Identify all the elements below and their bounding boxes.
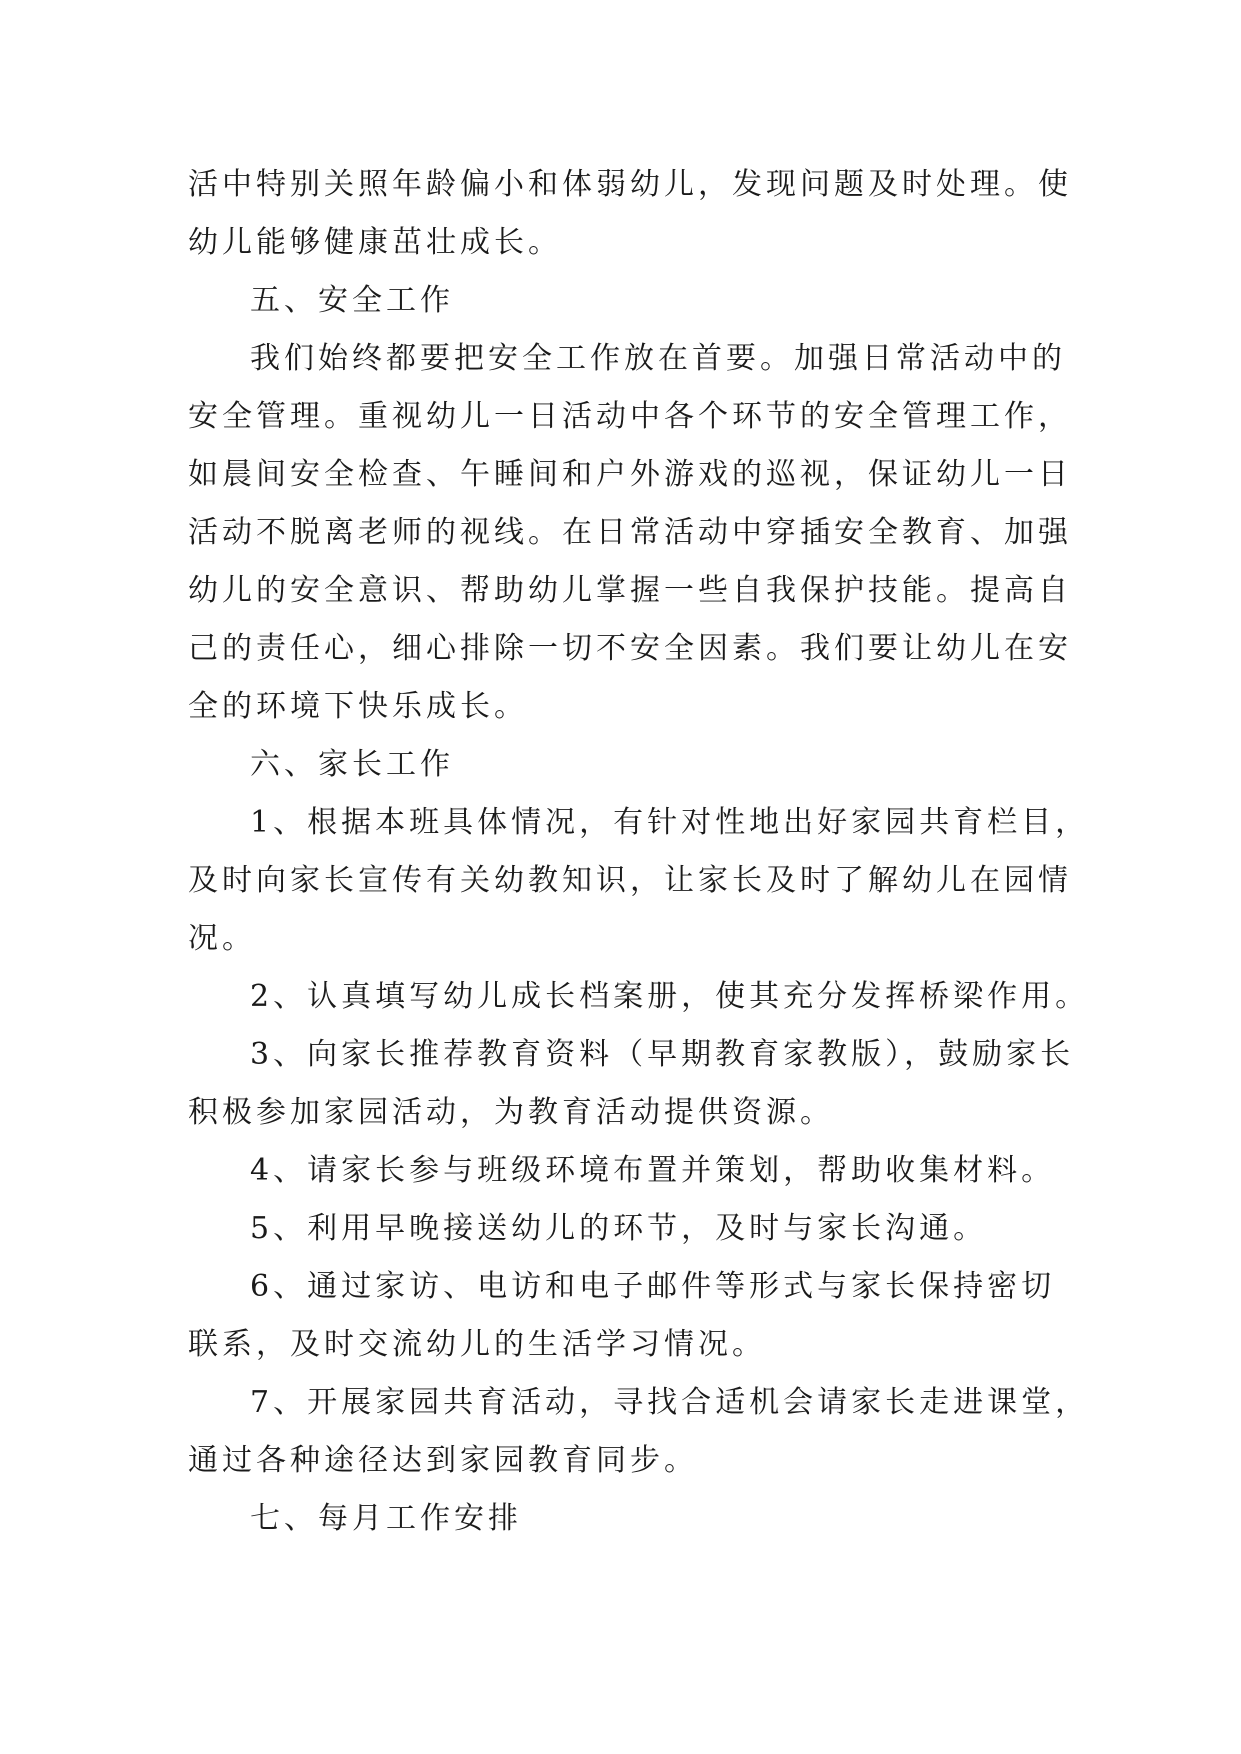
- text-line: 况。: [188, 921, 256, 956]
- list-item: 4、请家长参与班级环境布置并策划，帮助收集材料。: [250, 1153, 1056, 1188]
- text-line: 幼儿能够健康茁壮成长。: [188, 225, 562, 260]
- section-heading-monthly-plan: 七、每月工作安排: [250, 1501, 522, 1536]
- text-line: 全的环境下快乐成长。: [188, 689, 528, 724]
- list-item: 6、通过家访、电访和电子邮件等形式与家长保持密切: [250, 1269, 1056, 1304]
- list-item: 1、根据本班具体情况，有针对性地出好家园共育栏目，: [250, 805, 1090, 840]
- list-item: 7、开展家园共育活动，寻找合适机会请家长走进课堂，: [250, 1385, 1090, 1420]
- section-heading-parents: 六、家长工作: [250, 747, 454, 782]
- list-item: 5、利用早晚接送幼儿的环节，及时与家长沟通。: [250, 1211, 988, 1246]
- text-line: 及时向家长宣传有关幼教知识，让家长及时了解幼儿在园情: [188, 863, 1072, 898]
- list-item: 2、认真填写幼儿成长档案册，使其充分发挥桥梁作用。: [250, 979, 1090, 1014]
- text-line: 安全管理。重视幼儿一日活动中各个环节的安全管理工作，: [188, 399, 1072, 434]
- list-item: 3、向家长推荐教育资料（早期教育家教版），鼓励家长: [250, 1037, 1075, 1072]
- text-line: 联系，及时交流幼儿的生活学习情况。: [188, 1327, 766, 1362]
- text-line: 活动不脱离老师的视线。在日常活动中穿插安全教育、加强: [188, 515, 1072, 550]
- document-body: [188, 156, 1090, 1548]
- text-line: 如晨间安全检查、午睡间和户外游戏的巡视，保证幼儿一日: [188, 457, 1072, 492]
- text-line: 我们始终都要把安全工作放在首要。加强日常活动中的: [250, 341, 1066, 376]
- section-heading-safety: 五、安全工作: [250, 283, 454, 318]
- text-line: 积极参加家园活动，为教育活动提供资源。: [188, 1095, 834, 1130]
- text-line: 己的责任心，细心排除一切不安全因素。我们要让幼儿在安: [188, 631, 1072, 666]
- text-line: 通过各种途径达到家园教育同步。: [188, 1443, 698, 1478]
- text-line: 幼儿的安全意识、帮助幼儿掌握一些自我保护技能。提高自: [188, 573, 1072, 608]
- text-line: 活中特别关照年龄偏小和体弱幼儿，发现问题及时处理。使: [188, 167, 1072, 202]
